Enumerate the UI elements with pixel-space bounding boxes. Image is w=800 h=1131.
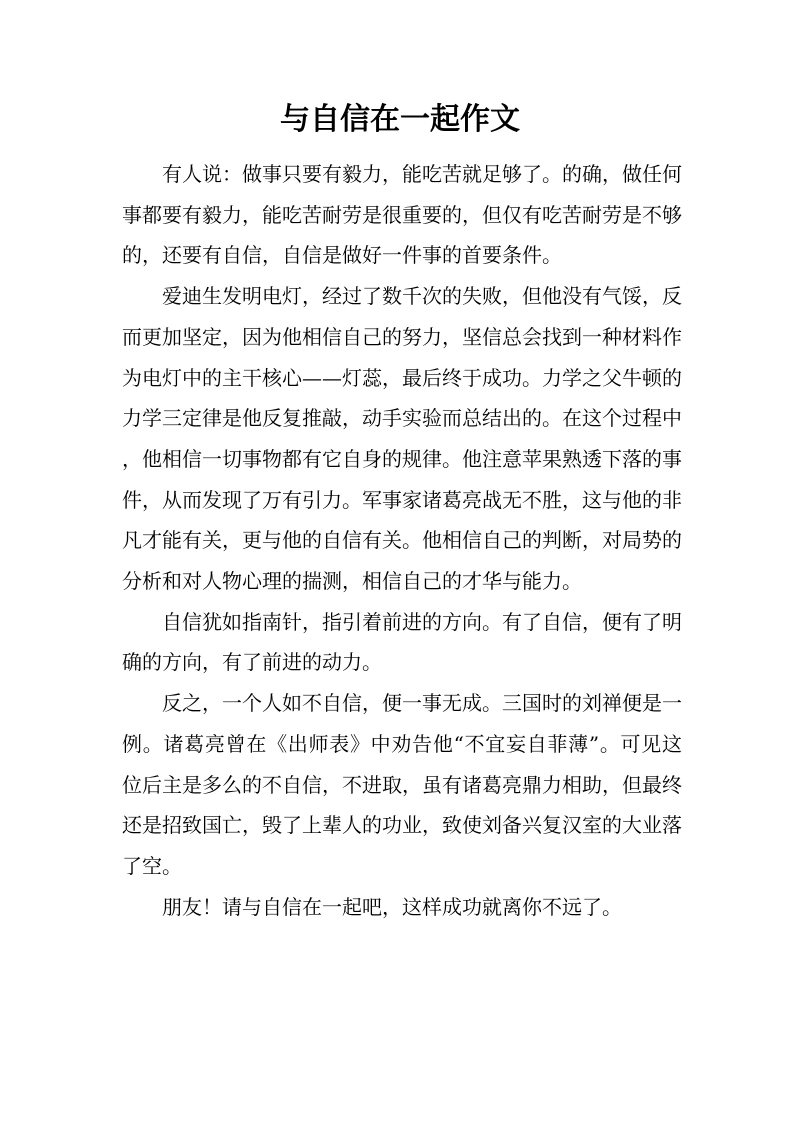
paragraph-2: 爱迪生发明电灯，经过了数千次的失败，但他没有气馁，反而更加坚定，因为他相信自己的努力，坚信总会找到一种材料作为电灯中的主干核心——灯蕊，最后终于成功。力学之父牛顿的力学三定律是他反复推敲，动手实验而总结出的。在这个过程中，他相信一切事物都有它自身的规律。他注意苹果熟透下落的事件，从而发现了万有引力。军事家诸葛亮战无不胜，这与他的非凡才能有关，更与他的自信有关。他相信自己的判断，对局势的分析和对人物心理的揣测，相信自己的才华与能力。 [122, 284, 682, 594]
paragraph-3: 自信犹如指南针，指引着前进的方向。有了自信，便有了明确的方向，有了前进的动力。 [122, 609, 682, 675]
paragraph-4: 反之，一个人如不自信，便一事无成。三国时的刘禅便是一例。诸葛亮曾在《出师表》中劝告他“不宜妄自菲薄”。可见这位后主是多么的不自信，不进取，虽有诸葛亮鼎力相助，但最终还是招致国亡，毁了上辈人的功业，致使刘备兴复汉室的大业落了空。 [122, 691, 682, 878]
paragraph-1: 有人说：做事只要有毅力，能吃苦就足够了。的确，做任何事都要有毅力，能吃苦耐劳是很重要的，但仅有吃苦耐劳是不够的，还要有自信，自信是做好一件事的首要条件。 [122, 162, 682, 268]
document-body [122, 154, 682, 927]
document-title: 与自信在一起作文 [280, 102, 520, 137]
paragraph-5: 朋友！请与自信在一起吧，这样成功就离你不远了。 [162, 894, 622, 919]
